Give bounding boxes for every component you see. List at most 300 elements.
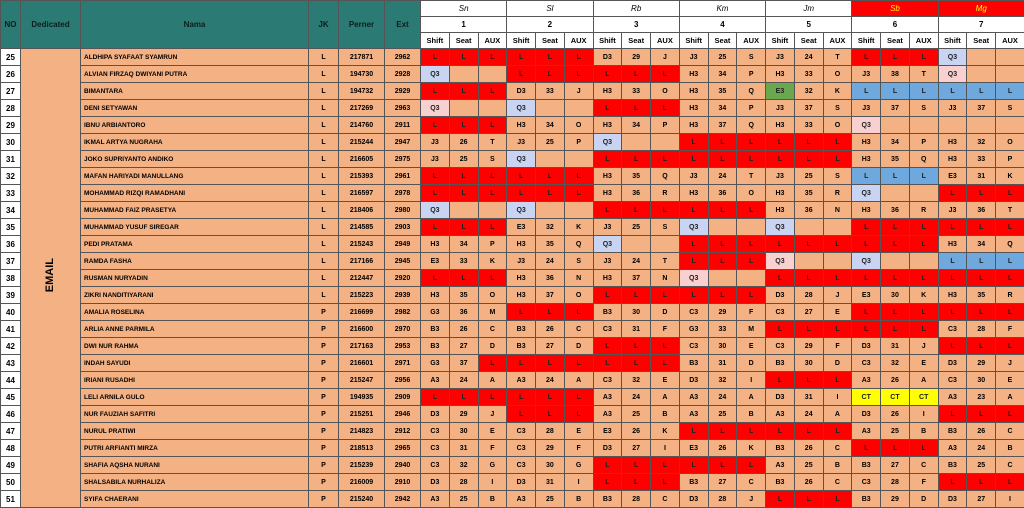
schedule-cell: 35 [794,185,823,202]
schedule-cell: L [996,270,1024,287]
column-aux: AUX [564,33,593,49]
schedule-cell: Q3 [507,100,536,117]
schedule-cell: L [421,389,450,406]
schedule-cell: L [708,202,737,219]
schedule-cell: L [679,253,708,270]
schedule-cell: L [852,304,881,321]
schedule-cell: D [564,338,593,355]
schedule-cell: 30 [536,457,565,474]
schedule-cell: L [651,474,680,491]
agent-name: IKMAL ARTYA NUGRAHA [81,134,309,151]
schedule-cell: J3 [766,168,795,185]
schedule-cell: 29 [536,440,565,457]
schedule-cell: 25 [536,491,565,508]
schedule-cell: 29 [794,338,823,355]
schedule-cell: K [737,440,766,457]
row-number: 49 [1,457,21,474]
schedule-cell: 26 [449,321,478,338]
schedule-cell: J3 [593,219,622,236]
gender: L [309,83,339,100]
schedule-cell: L [737,151,766,168]
schedule-cell: E [737,338,766,355]
schedule-cell [449,66,478,83]
perner: 214823 [339,423,385,440]
extension: 2978 [385,185,421,202]
schedule-cell: L [478,389,507,406]
schedule-cell [449,202,478,219]
perner: 216605 [339,151,385,168]
table-row [1,491,1024,508]
schedule-cell [478,202,507,219]
schedule-cell: O [737,185,766,202]
schedule-cell: 35 [708,83,737,100]
schedule-cell: L [593,355,622,372]
schedule-cell: L [507,49,536,66]
schedule-cell: H3 [852,202,881,219]
schedule-cell: L [967,185,996,202]
schedule-cell: H3 [766,202,795,219]
schedule-cell: 25 [622,219,651,236]
gender: P [309,338,339,355]
schedule-cell: L [708,287,737,304]
schedule-cell: 32 [536,219,565,236]
schedule-cell: H3 [507,287,536,304]
schedule-cell: A3 [766,406,795,423]
schedule-cell: I [737,372,766,389]
agent-name: ALDHIPA SYAFAAT SYAMRUN [81,49,309,66]
column-aux: AUX [651,33,680,49]
schedule-cell: H3 [938,236,967,253]
perner: 218513 [339,440,385,457]
day-number: 2 [507,17,593,33]
gender: P [309,423,339,440]
schedule-cell: B3 [679,474,708,491]
day-number: 7 [938,17,1024,33]
schedule-cell: K [823,83,852,100]
extension: 2965 [385,440,421,457]
schedule-cell: L [421,185,450,202]
schedule-cell: D3 [766,389,795,406]
schedule-cell: L [737,253,766,270]
schedule-cell: 31 [967,168,996,185]
schedule-cell: 36 [794,202,823,219]
schedule-cell: 33 [622,83,651,100]
schedule-cell [564,100,593,117]
schedule-cell [708,219,737,236]
schedule-cell [737,219,766,236]
schedule-cell: 26 [536,321,565,338]
schedule-cell: 25 [708,49,737,66]
table-row [1,66,1024,83]
schedule-cell: 37 [708,117,737,134]
schedule-cell: 29 [622,49,651,66]
extension: 2975 [385,151,421,168]
schedule-cell: CT [881,389,910,406]
schedule-cell: Q3 [852,185,881,202]
schedule-cell: L [421,219,450,236]
table-row [1,253,1024,270]
schedule-cell [622,134,651,151]
schedule-cell: 31 [622,321,651,338]
gender: L [309,219,339,236]
row-number: 36 [1,236,21,253]
schedule-cell: J [823,287,852,304]
perner: 194732 [339,83,385,100]
schedule-cell: C [737,474,766,491]
schedule-cell: E [823,304,852,321]
schedule-cell: J [478,406,507,423]
column-seat: Seat [622,33,651,49]
column-shift: Shift [593,33,622,49]
day-number: 5 [766,17,852,33]
perner: 215240 [339,491,385,508]
extension: 2980 [385,202,421,219]
row-number: 45 [1,389,21,406]
schedule-cell [564,151,593,168]
schedule-cell: 27 [536,338,565,355]
schedule-cell: L [478,117,507,134]
schedule-cell: C3 [507,440,536,457]
schedule-cell: L [478,83,507,100]
schedule-cell: 23 [967,389,996,406]
schedule-cell [967,66,996,83]
schedule-cell: 36 [622,185,651,202]
schedule-cell: L [708,457,737,474]
schedule-cell: A3 [593,389,622,406]
schedule-cell: B [737,406,766,423]
perner: 215393 [339,168,385,185]
row-number: 31 [1,151,21,168]
column-aux: AUX [823,33,852,49]
table-row [1,355,1024,372]
table-row [1,151,1024,168]
agent-name: ARLIA ANNE PARMILA [81,321,309,338]
schedule-cell: E [909,355,938,372]
schedule-cell: G [478,457,507,474]
schedule-cell: Q3 [679,270,708,287]
table-row [1,287,1024,304]
schedule-cell: 31 [449,440,478,457]
row-number: 30 [1,134,21,151]
schedule-cell: L [622,202,651,219]
perner: 215239 [339,457,385,474]
schedule-cell: H3 [938,287,967,304]
schedule-cell [651,134,680,151]
schedule-cell: L [449,168,478,185]
schedule-cell: L [421,168,450,185]
schedule-cell: J3 [507,253,536,270]
schedule-cell: D3 [507,474,536,491]
schedule-cell: CT [909,389,938,406]
schedule-cell: C [651,491,680,508]
schedule-cell: L [421,49,450,66]
schedule-cell: L [909,168,938,185]
schedule-cell: A3 [852,423,881,440]
schedule-cell: L [938,253,967,270]
schedule-cell: 34 [622,117,651,134]
schedule-cell: A3 [421,372,450,389]
schedule-cell: L [478,168,507,185]
day-number: 1 [421,17,507,33]
agent-name: MUHAMMAD FAIZ PRASETYA [81,202,309,219]
schedule-cell: L [909,49,938,66]
schedule-cell: A3 [421,491,450,508]
schedule-cell [881,253,910,270]
schedule-cell: C3 [421,423,450,440]
schedule-cell: 30 [881,287,910,304]
schedule-cell: D [478,338,507,355]
schedule-cell: L [794,151,823,168]
schedule-cell: L [564,389,593,406]
schedule-cell: O [564,117,593,134]
extension: 2949 [385,236,421,253]
table-row [1,83,1024,100]
schedule-cell: C3 [766,304,795,321]
schedule-cell: L [564,49,593,66]
schedule-cell: L [651,457,680,474]
schedule-cell [823,253,852,270]
schedule-cell: L [593,202,622,219]
row-number: 39 [1,287,21,304]
schedule-cell [449,100,478,117]
schedule-cell: L [852,168,881,185]
row-number: 38 [1,270,21,287]
schedule-cell: 28 [449,474,478,491]
schedule-cell: L [449,49,478,66]
schedule-cell: K [996,168,1024,185]
schedule-cell: 32 [449,457,478,474]
perner: 215244 [339,134,385,151]
schedule-cell: E3 [421,253,450,270]
agent-name: BIMANTARA [81,83,309,100]
schedule-cell: 35 [449,287,478,304]
schedule-cell: L [679,457,708,474]
schedule-cell: 28 [708,491,737,508]
schedule-cell: L [881,219,910,236]
row-number: 47 [1,423,21,440]
schedule-cell: C3 [679,338,708,355]
schedule-cell: L [449,83,478,100]
table-row [1,338,1024,355]
schedule-cell [996,66,1024,83]
table-row [1,185,1024,202]
schedule-cell: 30 [794,355,823,372]
schedule-cell: 26 [794,440,823,457]
schedule-cell: L [593,287,622,304]
schedule-cell: L [909,304,938,321]
schedule-cell: D3 [852,406,881,423]
schedule-cell: L [881,270,910,287]
schedule-cell: C3 [679,304,708,321]
schedule-cell: L [967,253,996,270]
column-seat: Seat [794,33,823,49]
dedicated-label: EMAIL [43,258,58,292]
column-seat: Seat [708,33,737,49]
schedule-cell: 27 [449,338,478,355]
table-row [1,474,1024,491]
schedule-cell: 25 [794,457,823,474]
schedule-cell: Q3 [593,236,622,253]
perner: 218406 [339,202,385,219]
row-number: 35 [1,219,21,236]
schedule-cell: C [909,457,938,474]
schedule-cell: L [651,202,680,219]
schedule-cell: A [564,372,593,389]
table-row [1,389,1024,406]
gender: L [309,202,339,219]
schedule-cell: J [996,355,1024,372]
schedule-cell: A [478,372,507,389]
schedule-cell: R [996,287,1024,304]
schedule-cell: L [794,321,823,338]
schedule-cell: L [852,236,881,253]
perner: 216600 [339,321,385,338]
schedule-cell: H3 [679,66,708,83]
schedule-cell: 35 [881,151,910,168]
schedule-cell: 27 [881,457,910,474]
row-number: 46 [1,406,21,423]
schedule-cell: D3 [421,474,450,491]
schedule-cell: Q3 [766,253,795,270]
row-number: 33 [1,185,21,202]
schedule-cell: 26 [622,423,651,440]
schedule-cell: L [823,372,852,389]
schedule-cell: B [909,423,938,440]
schedule-cell: 25 [881,423,910,440]
schedule-cell: J3 [679,168,708,185]
schedule-cell: Q [996,236,1024,253]
schedule-cell: H3 [852,151,881,168]
schedule-cell: L [881,83,910,100]
schedule-cell: 30 [708,338,737,355]
schedule-cell: L [478,219,507,236]
schedule-cell: N [651,270,680,287]
schedule-cell: H3 [507,270,536,287]
extension: 2982 [385,304,421,321]
schedule-cell: CT [852,389,881,406]
schedule-cell: E3 [507,219,536,236]
schedule-cell: F [996,321,1024,338]
schedule-cell: F [823,338,852,355]
schedule-cell: 24 [622,389,651,406]
column-seat: Seat [881,33,910,49]
schedule-cell: L [679,202,708,219]
schedule-cell: F [478,440,507,457]
schedule-cell: L [909,270,938,287]
column-aux: AUX [996,33,1024,49]
table-row [1,457,1024,474]
schedule-cell: H3 [766,66,795,83]
schedule-cell: B3 [421,338,450,355]
perner: 215223 [339,287,385,304]
schedule-cell: L [737,287,766,304]
schedule-cell: 24 [708,168,737,185]
schedule-cell: J3 [766,100,795,117]
schedule-cell: S [478,151,507,168]
table-row [1,49,1024,66]
table-row [1,304,1024,321]
extension: 2911 [385,117,421,134]
perner: 214760 [339,117,385,134]
schedule-cell: C [823,474,852,491]
gender: L [309,66,339,83]
schedule-cell: P [651,117,680,134]
schedule-cell: R [651,185,680,202]
gender: P [309,474,339,491]
schedule-cell: C3 [766,338,795,355]
schedule-cell: O [823,117,852,134]
schedule-cell: S [823,168,852,185]
gender: P [309,491,339,508]
schedule-cell: 27 [708,474,737,491]
day-name: Mg [938,1,1024,17]
schedule-cell: 25 [449,151,478,168]
schedule-cell: D [737,355,766,372]
row-number: 28 [1,100,21,117]
schedule-cell: 27 [794,304,823,321]
gender: P [309,355,339,372]
schedule-cell: L [852,49,881,66]
schedule-cell [881,185,910,202]
schedule-cell: L [564,66,593,83]
schedule-cell: H3 [593,270,622,287]
schedule-cell: L [449,389,478,406]
schedule-cell: 25 [622,406,651,423]
schedule-cell: 29 [881,491,910,508]
schedule-cell: L [421,117,450,134]
day-name: Km [679,1,765,17]
schedule-cell: Q3 [766,219,795,236]
schedule-cell: G3 [421,304,450,321]
schedule-cell: L [536,66,565,83]
schedule-cell: 33 [708,321,737,338]
day-name: Sb [852,1,938,17]
schedule-cell: 26 [708,440,737,457]
schedule-cell: 24 [536,372,565,389]
schedule-cell: O [823,66,852,83]
schedule-cell: L [708,134,737,151]
schedule-cell: L [766,423,795,440]
schedule-cell: L [421,83,450,100]
schedule-cell: Q [564,236,593,253]
agent-name: RUSMAN NURYADIN [81,270,309,287]
schedule-cell: 36 [536,270,565,287]
schedule-cell: L [622,151,651,168]
schedule-cell: N [823,202,852,219]
schedule-cell: T [478,134,507,151]
schedule-cell: D3 [679,491,708,508]
agent-name: PEDI PRATAMA [81,236,309,253]
extension: 2920 [385,270,421,287]
day-name: Rb [593,1,679,17]
schedule-cell: L [679,134,708,151]
schedule-cell: A3 [679,406,708,423]
agent-name: DWI NUR RAHMA [81,338,309,355]
schedule-cell [708,270,737,287]
schedule-cell: C3 [852,474,881,491]
schedule-cell: K [564,219,593,236]
schedule-cell: L [421,270,450,287]
schedule-cell [564,202,593,219]
gender: P [309,440,339,457]
schedule-cell: B [823,457,852,474]
schedule-cell: L [967,270,996,287]
schedule-cell: 32 [967,134,996,151]
schedule-cell: B [651,406,680,423]
gender: P [309,406,339,423]
schedule-cell: L [794,236,823,253]
schedule-cell: H3 [593,168,622,185]
